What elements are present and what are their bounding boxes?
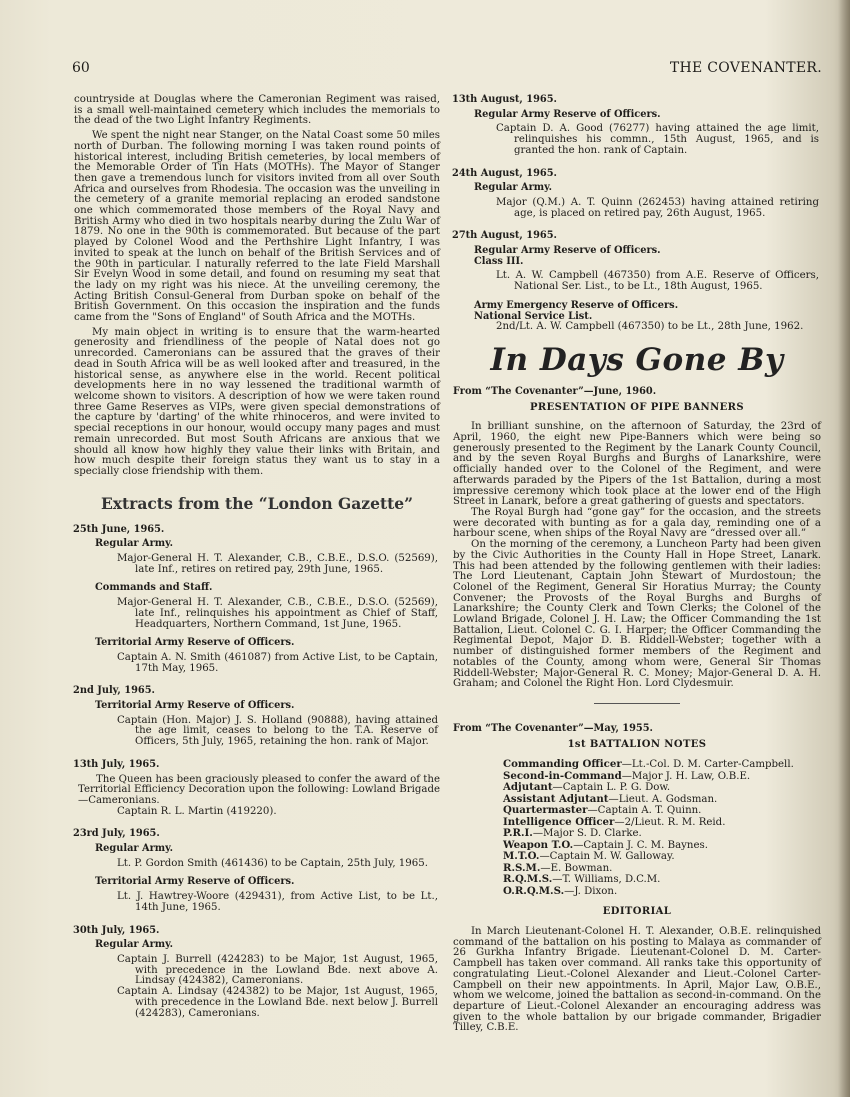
list-item: Weapon T.O.—Captain J. C. M. Baynes. — [503, 838, 708, 851]
gazette-date: 25th June, 1965. — [73, 523, 165, 535]
right-column — [453, 95, 821, 1034]
paragraph: In March Lieutenant-Colonel H. T. Alexander, O.B.E. relinquished command of the battalion on his posting to Malaya as commander of 26 Gurkha Infantry Brigade. Lieutenant-Colonel D. M. Carter-Campbell has taken over command. All ranks take this opportunity of congratulating Lieut.-Colonel Alexander and Lieut.-Colonel Carter-Campbell on their new appointments. In April, Major Law, O.B.E., whom we welcome, joined the battalion as second-in-command. On the departure of Lieut.-Colonel Alexander an encouraging address was given to the whole battalion by our brigade commander, Brigadier Tilley, C.B.E. — [453, 926, 821, 1034]
book-spine-shadow — [838, 0, 850, 1097]
list-item: M.T.O.—Captain M. W. Galloway. — [503, 850, 675, 863]
gazette-unit: Territorial Army Reserve of Officers. — [95, 637, 295, 649]
gazette-entry: Major-General H. T. Alexander, C.B., C.B.E., D.S.O. (52569), late Inf., retires on retired pay, 29th June, 1965. — [117, 553, 438, 575]
article-title: EDITORIAL — [602, 906, 672, 918]
gazette-unit: Regular Army. — [95, 843, 174, 855]
gazette-date: 2nd July, 1965. — [73, 685, 155, 697]
gazette-date: 27th August, 1965. — [452, 230, 557, 242]
article-title: PRESENTATION OF PIPE BANNERS — [530, 401, 744, 413]
divider — [594, 703, 680, 704]
paragraph: countryside at Douglas where the Cameronian Regiment was raised, is a small well-maintained cemetery which includes the memorials to the dead of the two Light Infantry Regiments. — [74, 94, 440, 127]
page-number: 60 — [72, 60, 90, 76]
paragraph: The Royal Burgh had “gone gay” for the occasion, and the streets were decorated with bunting as for a gala day, reminding one of a harbour scene, when ships of the Royal Navy are “dressed over all.” — [453, 506, 821, 540]
list-item: Second-in-Command—Major J. H. Law, O.B.E. — [503, 769, 751, 782]
gazette-entry: Captain (Hon. Major) J. S. Holland (90888), having attained the age limit, ceases to belong to the T.A. Reserve of Officers, 5th July, 1965, retaining the hon. rank of Major. — [117, 714, 438, 748]
paragraph: My main object in writing is to ensure that the warm-hearted generosity and friendliness of the people of Natal does not go unrecorded. Cameronians can be assured that the graves of their dead in South Africa will be as well looked after and treasured, in the historical sense, as anywhere else in the world. Recent political developments here in no way lessened the traditional warmth of welcome shown to visitors. A description of how we were taken round three Game Reserves as VIPs, were given special demonstrations of the capture by 'darting' of the white rhinoceros, and were invited to special receptions in our honour, would occupy many pages and must remain unrecorded. But most South Africans are anxious that we should all know how highly they value their links with Britain, and how much despite their foreign status they want us to stay in a specially close friendship with them. — [74, 326, 440, 477]
gazette-unit: Regular Army Reserve of Officers. — [474, 108, 661, 120]
list-item: Assistant Adjutant—Lieut. A. Godsman. — [503, 792, 718, 805]
list-item: R.S.M.—E. Bowman. — [503, 861, 613, 874]
gazette-unit: Regular Army. — [95, 939, 174, 951]
gazette-unit: Regular Army. — [95, 538, 174, 550]
gazette-class: Class III. — [474, 255, 524, 267]
paragraph: In brilliant sunshine, on the afternoon of Saturday, the 23rd of April, 1960, the eight new Pipe-Banners which were being so generously presented to the Regiment by the Lanark County Council, and by the seven Royal Burghs and Burghs of Lanarkshire, were officially handed over to the Colonel of the Regiment, and were afterwards paraded by the Pipers of the 1st Battalion, during a most impressive ceremony which took place at the lower end of the High Street in Lanark, before a great gathering of guests and spectators. — [453, 421, 821, 508]
gazette-unit: Territorial Army Reserve of Officers. — [95, 700, 295, 712]
list-item: P.R.I.—Major S. D. Clarke. — [503, 827, 642, 840]
running-title: THE COVENANTER. — [669, 60, 822, 76]
list-item: Commanding Officer—Lt.-Col. D. M. Carter-Campbell. — [503, 758, 794, 771]
gazette-entry: Lt. J. Hawtrey-Woore (429431), from Active List, to be Lt., 14th June, 1965. — [117, 891, 438, 913]
left-column — [74, 95, 440, 1019]
gazette-unit: Territorial Army Reserve of Officers. — [95, 876, 295, 888]
gazette-entry: Major (Q.M.) A. T. Quinn (262453) having attained retiring age, is placed on retired pay, 26th August, 1965. — [496, 196, 819, 219]
gazette-heading: Extracts from the “London Gazette” — [100, 493, 414, 513]
list-item: Quartermaster—Captain A. T. Quinn. — [503, 804, 702, 817]
gazette-unit: Regular Army. — [474, 182, 553, 194]
gazette-entry: Captain D. A. Good (76277) having attained the age limit, relinquishes his commn., 15th August, 1965, and is granted the hon. rank of Captain. — [496, 123, 819, 156]
gazette-entry: Captain R. L. Martin (419220). — [117, 805, 277, 817]
section-heading: In Days Gone By — [490, 341, 784, 378]
article-title: 1st BATTALION NOTES — [567, 738, 707, 750]
list-item: O.R.Q.M.S.—J. Dixon. — [503, 884, 618, 897]
list-item: Intelligence Officer—2/Lieut. R. M. Reid. — [503, 815, 726, 828]
paragraph: On the morning of the ceremony, a Luncheon Party had been given by the Civic Authorities in the County Hall in Hope Street, Lanark. This had been attended by the following gentlemen with their ladies: The Lord Lieutenant, Captain John Stewart of Murdostoun; the Colonel of the Regiment, General Sir Horatius Murray; the County Convener; the Provosts of the Royal Burghs and Burghs of Lanarkshire; the County Clerk and Town Clerks; the Colonel of the Lowland Brigade, Colonel J. H. Law; the Officer Commanding the 1st Battalion, Lieut. Colonel C. G. I. Harper; the Officer Commanding the Regimental Depot, Major D. B. Riddell-Webster; together with a number of distinguished former members of the Regiment and notables of the County, among whom were, General Sir Thomas Riddell-Webster; Major-General R. C. Money; Major-General D. A. H. Graham; and Colonel the Right Hon. Lord Clydesmuir. — [453, 539, 821, 690]
gazette-unit: Army Emergency Reserve of Officers. — [474, 299, 679, 311]
gazette-entry: Lt. A. W. Campbell (467350) from A.E. Reserve of Officers, National Ser. List., to be Lt., 18th August, 1965. — [496, 270, 819, 293]
gazette-date: 13th July, 1965. — [73, 758, 160, 770]
gazette-entry: Major-General H. T. Alexander, C.B., C.B.E., D.S.O. (52569), late Inf., relinquishes his appointment as Chief of Staff, Headquarters, Northern Command, 1st June, 1965. — [117, 597, 438, 630]
paragraph: We spent the night near Stanger, on the Natal Coast some 50 miles north of Durban. The following morning I was taken round points of historical interest, including British cemeteries, by local members of the Memorable Order of Tin Hats (MOTHs). The Mayor of Stanger then gave a tremendous lunch for visitors invited from all over South Africa and ourselves from Rhodesia. The occasion was the unveiling in the cemetery of a granite memorial replacing an eroded sandstone one which commemorated those members of the Royal Navy and British Army who died in two hospitals nearby during the Zulu War of 1879. No one in the 90th is commemorated. But because of the part played by Colonel Wood and the Perthshire Light Infantry, I was invited to speak at the lunch on behalf of the British Services and of the 90th in particular. I naturally referred to the late Field Marshall Sir Evelyn Wood in some detail, and found on resuming my seat that the lady on my right was his niece. At the unveiling ceremony, the Acting British Consul-General from Durban spoke on behalf of the British Government. On this occasion the inspiration and the funds came from the "Sons of England" of South Africa and the MOTHs. — [74, 130, 440, 324]
gazette-unit: Commands and Staff. — [95, 582, 213, 594]
gazette-entry: The Queen has been graciously pleased to confer the award of the Territorial Efficiency Decoration upon the following: Lowland Brigade—Cameronians. — [78, 773, 440, 806]
gazette-entry: Captain A. Lindsay (424382) to be Major, 1st August, 1965, with precedence in the Lowland Bde. next below J. Burrell (424283), Cameronians. — [117, 986, 438, 1019]
officer-list — [503, 759, 821, 897]
gazette-entry: Captain J. Burrell (424283) to be Major, 1st August, 1965, with precedence in the Lowland Bde. next above A. Lindsay (424382), Cameronians. — [117, 954, 438, 987]
gazette-entry: Captain A. N. Smith (461087) from Active List, to be Captain, 17th May, 1965. — [117, 651, 438, 674]
gazette-date: 24th August, 1965. — [452, 167, 557, 179]
gazette-date: 23rd July, 1965. — [73, 828, 160, 840]
source-line: From “The Covenanter”—May, 1955. — [453, 722, 653, 734]
gazette-date: 13th August, 1965. — [452, 94, 557, 105]
gazette-date: 30th July, 1965. — [73, 924, 160, 936]
source-line: From “The Covenanter”—June, 1960. — [453, 385, 657, 397]
gazette-entry: 2nd/Lt. A. W. Campbell (467350) to be Lt., 28th June, 1962. — [496, 321, 804, 333]
gazette-unit: Regular Army Reserve of Officers. — [474, 245, 661, 257]
list-item: R.Q.M.S.—T. Williams, D.C.M. — [503, 873, 661, 886]
gazette-unit: National Service List. — [474, 310, 593, 322]
gazette-entry: Lt. P. Gordon Smith (461436) to be Captain, 25th July, 1965. — [117, 857, 428, 869]
list-item: Adjutant—Captain L. P. G. Dow. — [503, 781, 671, 794]
